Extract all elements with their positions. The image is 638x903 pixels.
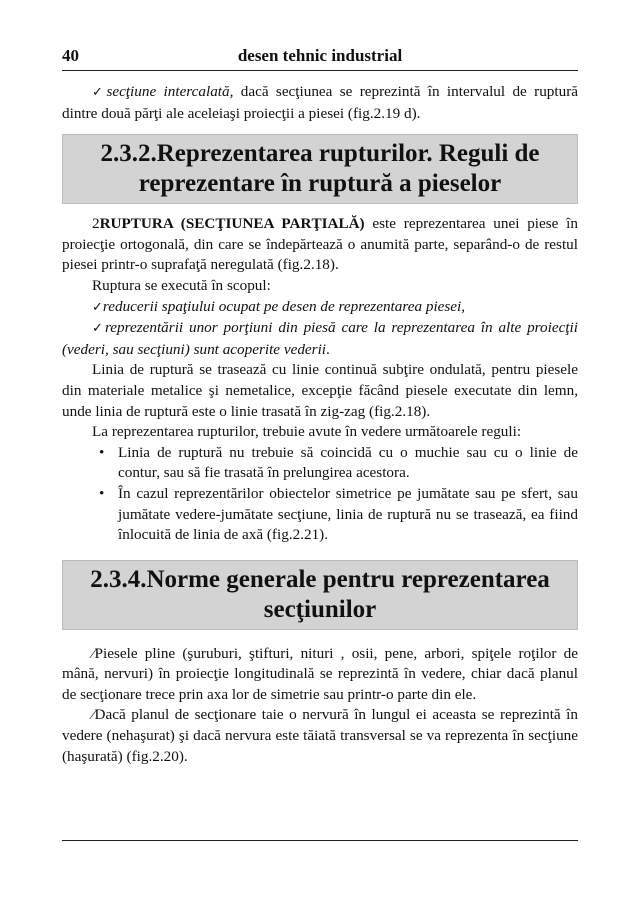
check-icon: ✓ (92, 321, 105, 337)
section-heading-rupturi: 2.3.2.Reprezentarea rupturilor. Reguli de reprezentare în ruptură a pieselor (62, 134, 578, 204)
section-heading-norme: 2.3.4.Norme generale pentru reprezentarea secţiunilor (62, 560, 578, 630)
scop-intro: Ruptura se execută în scopul: (92, 276, 271, 294)
norme-paragraph (62, 644, 578, 706)
ruptura-term: RUPTURA (SECŢIUNEA PARŢIALĂ) (99, 215, 365, 233)
bullet-icon: • (99, 443, 105, 461)
scop-item-text: reducerii spaţiului ocupat pe desen de reprezentarea piesei, (102, 297, 466, 315)
scop-item-tail: . (326, 340, 330, 358)
header-rule (62, 70, 578, 71)
linia-paragraph: Linia de ruptură se trasează cu linie continuă subţire ondulată, pentru piesele din materiale metalice şi nemetalice, excepţie făcând piesele executate din lemn, unde linia de ruptură este o linie trasată în zig-zag (fig.2.18). (62, 361, 578, 420)
rule-text: În cazul reprezentărilor obiectelor simetrice pe jumătate sau pe sfert, sau jumătate vedere-jumătate secţiune, linia de ruptură nu se trasează, ea fiind înlocuită de linia de axă (fig.2.21). (118, 484, 578, 544)
page-header (62, 46, 578, 72)
rule-text: Linia de ruptură nu trebuie să coincidă cu o muchie sau cu o linie de contur, sau să fie trasată în prelungirea acestora. (118, 443, 578, 482)
intercalata-text: dacă secţiunea se reprezintă în intervalul de ruptură dintre două părţi ale aceleiaşi proiecţii a piesei (fig.2.19 d). (62, 83, 578, 122)
rules-list (62, 443, 578, 546)
page-number: 40 (62, 46, 79, 65)
scop-item (62, 297, 578, 319)
reguli-paragraph: La reprezentarea rupturilor, trebuie avute în vedere următoarele reguli: (92, 423, 522, 441)
intercalata-paragraph (62, 82, 578, 124)
page-content (62, 82, 578, 767)
norme-paragraph (62, 705, 578, 767)
slash-icon: ⁄ (92, 644, 95, 662)
scop-item-text: reprezentării unor porţiuni din piesă care la reprezentarea în alte proiecţii (vederi, sau secţiuni) sunt acoperite vederii (62, 319, 578, 358)
running-title: desen tehnic industrial (237, 46, 403, 65)
ruptura-text: este reprezentarea unei piese în proiecţie ortogonală, din care se îndepărtează o anumită parte, separând-o de restul piesei printr-o suprafaţă neregulată (fig.2.18). (62, 215, 578, 274)
footer-rule (62, 840, 578, 841)
ruptura-definition (62, 214, 578, 276)
scop-item (62, 318, 578, 360)
slash-icon: ⁄ (92, 706, 95, 724)
intercalata-label: secţiune intercalată, (106, 83, 234, 100)
rule-item (62, 484, 578, 546)
ruptura-prefix: 2 (92, 215, 100, 233)
check-icon: ✓ (92, 85, 107, 100)
bullet-icon: • (99, 484, 105, 502)
check-icon: ✓ (92, 299, 103, 315)
rule-item (62, 443, 578, 484)
norme-text: Dacă planul de secţionare taie o nervură în lungul ei aceasta se reprezintă în vedere (nehaşurat) şi dacă nervura este tăiată transversal se va reprezenta în secţiune (haşurată) (fig.2.20). (62, 706, 578, 765)
norme-text: Piesele pline (şuruburi, ştifturi, nituri , osii, pene, arbori, spiţele roţilor de mână, nervuri) în proiecţie longitudinală se reprezintă în vedere, chiar dacă planul de secţionare trece prin axa lor de simetrie sau printr-o parte din ele. (62, 644, 578, 703)
